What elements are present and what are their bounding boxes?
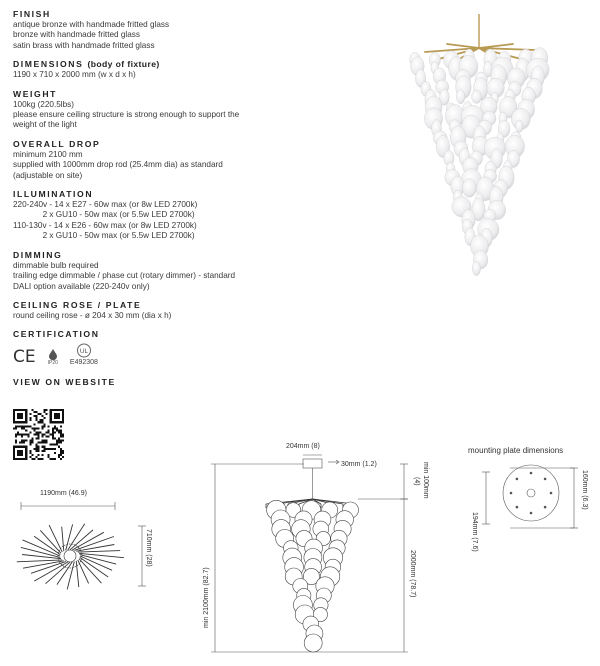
plate-right-label: 160mm (6.3) [581, 470, 588, 510]
qr-code-icon[interactable] [13, 409, 64, 460]
plan-rod [17, 560, 62, 562]
water-drop-icon [48, 348, 58, 360]
rose-height-label: 30mm (1.2) [341, 461, 377, 468]
min-drop-top-inch-label: (4) [413, 477, 420, 486]
plate-hole [544, 478, 547, 481]
plan-width-label: 1190mm (46.9) [40, 490, 87, 497]
plan-rod [79, 553, 124, 557]
finish-section [13, 8, 313, 51]
overall-drop-section [13, 138, 313, 181]
plan-rod [22, 555, 61, 559]
weight-section [13, 88, 313, 131]
plan-rod [78, 551, 120, 553]
plan-depth-label: 710mm (28) [145, 529, 152, 567]
dimming-line: trailing edge dimmable / phase cut (rotary dimmer) - standard [13, 271, 236, 281]
dimming-section [13, 249, 313, 292]
weight-heading: WEIGHT [13, 88, 57, 99]
ceiling-rose-section [13, 299, 313, 321]
plate-hole [544, 506, 547, 509]
certification-section [13, 328, 313, 366]
illumination-line: 110-130v - 14 x E26 - 60w max (or 8w LED 2700k) [13, 220, 197, 230]
overall-drop-line: minimum 2100 mm [13, 149, 83, 159]
certification-marks [13, 342, 313, 366]
ip-rating-icon [48, 348, 58, 366]
dimming-heading: DIMMING [13, 249, 63, 260]
plate-hole [516, 506, 519, 509]
ul-code: E492308 [69, 359, 98, 367]
brass-rod [479, 44, 513, 48]
mounting-plate-title: mounting plate dimensions [468, 446, 564, 455]
website-section [13, 376, 313, 388]
finish-heading: FINISH [13, 9, 51, 19]
ceiling-rose-heading: CEILING ROSE / PLATE [13, 299, 142, 310]
finish-line: satin brass with handmade fritted glass [13, 40, 155, 50]
plan-rod [23, 540, 60, 556]
min-drop-top-label: min 100mm [422, 462, 429, 499]
glass-disc [516, 120, 524, 133]
plan-rod [62, 527, 64, 552]
plate-hole [516, 478, 519, 481]
plan-rod [76, 561, 79, 587]
body-height-label: 2000mm (78.7) [409, 550, 416, 598]
plate-hole [550, 492, 553, 495]
plan-rod [66, 524, 73, 550]
ul-circle-icon [74, 343, 94, 358]
weight-line: 100kg (220.5lbs) [13, 99, 74, 109]
illumination-line: 2 x GU10 - 50w max (or 5.5w LED 2700k) [13, 210, 195, 220]
glass-disc [472, 261, 480, 275]
plan-rod [67, 562, 74, 590]
dimming-line: dimmable bulb required [13, 260, 99, 270]
mounting-plate-drawing [480, 458, 580, 538]
dimensions-heading [13, 58, 313, 70]
ul-mark-text: UL [79, 348, 89, 356]
weight-line: weight of the light [13, 120, 77, 130]
elevation-drawing [208, 452, 423, 658]
plate-hole [530, 512, 533, 515]
overall-min-label: min 2100mm (82.7) [203, 567, 210, 628]
chandelier-photo [395, 14, 565, 280]
dimensions-heading-title: DIMENSIONS [13, 59, 84, 70]
overall-drop-line: supplied with 1000mm drop rod (25.4mm dia) as standard [13, 160, 223, 170]
website-heading: VIEW ON WEBSITE [13, 377, 116, 388]
finish-line: bronze with handmade fritted glass [13, 30, 140, 40]
brass-rod [447, 44, 479, 48]
ul-mark-icon [70, 343, 98, 366]
certification-heading: CERTIFICATION [13, 329, 100, 340]
illumination-section [13, 188, 313, 242]
plan-view-drawing [15, 498, 155, 600]
plate-hole [530, 472, 533, 475]
plan-rod [79, 559, 102, 584]
illumination-line: 2 x GU10 - 50w max (or 5.5w LED 2700k) [13, 231, 195, 241]
ip-rating-text: IP20 [47, 360, 58, 367]
specification-panel [13, 8, 313, 395]
overall-drop-line: (adjustable on site) [13, 170, 83, 180]
rose-width-label: 204mm (8) [286, 443, 320, 450]
ceiling-rose-line: round ceiling rose - ø 204 x 30 mm (dia x h) [13, 310, 172, 320]
glass-disc [457, 90, 465, 104]
illumination-line: 220-240v - 14 x E27 - 60w max (or 8w LED 2700k) [13, 200, 198, 210]
plate-left-label: 194mm (7.6) [471, 512, 478, 552]
plan-rod [57, 562, 72, 585]
plan-rod [21, 547, 60, 557]
plate-hole [510, 492, 513, 495]
elevation-disc [304, 634, 322, 652]
finish-line: antique bronze with handmade fritted glass [13, 20, 170, 29]
ce-mark-icon: CE [13, 347, 36, 368]
overall-drop-heading: OVERALL DROP [13, 138, 101, 149]
dimming-line: DALI option available (220-240v only) [13, 281, 150, 291]
plan-rod [40, 530, 61, 553]
dimensions-heading-sub: (body of fixture) [87, 59, 160, 70]
glass-disc [463, 179, 477, 198]
dimensions-line: 1190 x 710 x 2000 mm (w x d x h) [13, 70, 136, 80]
dimensions-section [13, 58, 313, 80]
weight-line: please ensure ceiling structure is strong enough to support the [13, 110, 240, 120]
glass-disc [472, 90, 482, 103]
illumination-heading: ILLUMINATION [13, 189, 94, 200]
